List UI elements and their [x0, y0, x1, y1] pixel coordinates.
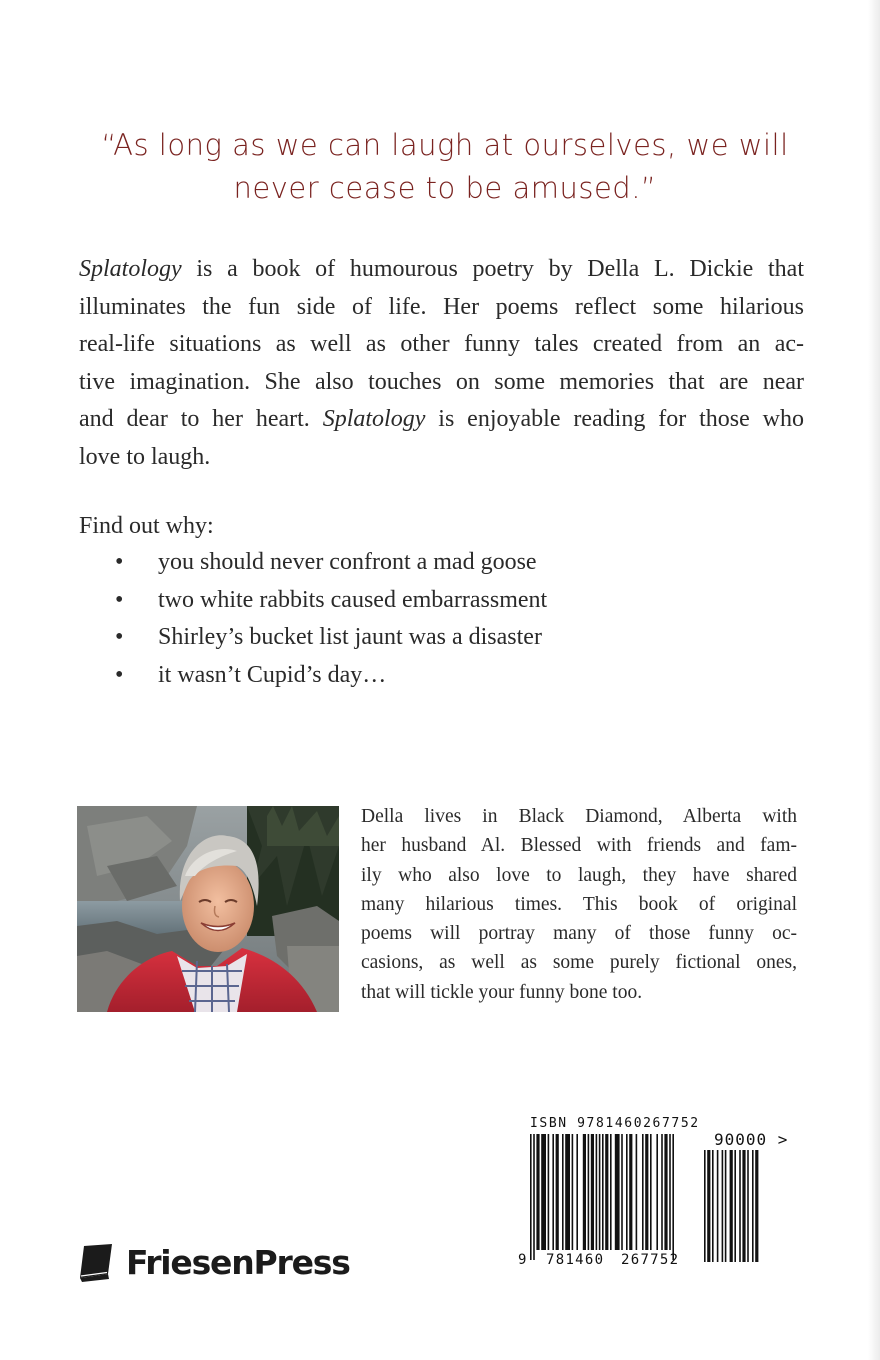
isbn-barcode	[516, 1110, 806, 1280]
barcode-bar	[599, 1134, 601, 1250]
barcode-bar	[536, 1134, 539, 1250]
barcode-digit-first: 9	[518, 1252, 528, 1268]
bullet-icon: •	[115, 586, 124, 613]
bio-line: many hilarious times. This book of original	[361, 893, 797, 915]
price-code: 90000 >	[714, 1130, 789, 1149]
barcode-bar	[548, 1134, 550, 1250]
bio-line: Della lives in Black Diamond, Alberta with	[361, 806, 797, 827]
barcode-bar	[565, 1134, 570, 1250]
barcode-bar	[742, 1150, 745, 1262]
description-line-5	[79, 401, 804, 439]
description-line-4: tive imagination. She also touches on some memories that are near	[79, 368, 804, 395]
publisher-logo	[76, 1240, 350, 1284]
barcode-bar	[530, 1134, 532, 1260]
barcode-bar	[752, 1150, 754, 1262]
bullet-icon: •	[115, 624, 124, 650]
bio-line: poems will portray many of those funny oc-	[361, 923, 797, 945]
book-title: Splatology	[79, 256, 182, 282]
book-title-2: Splatology	[322, 406, 426, 432]
barcode-bar	[725, 1150, 727, 1262]
page-edge-shadow	[868, 0, 880, 1360]
barcode-bar	[734, 1150, 736, 1262]
barcode-bar	[541, 1134, 546, 1250]
description-line-1	[79, 251, 804, 289]
list-item	[115, 582, 547, 620]
author-photo	[77, 806, 339, 1012]
list-item	[115, 619, 547, 657]
list-item-text: it wasn’t Cupid’s day…	[158, 661, 387, 688]
bio-line: that will tickle your funny bone too.	[361, 981, 643, 1003]
barcode-bar	[755, 1150, 758, 1262]
barcode-bar	[656, 1134, 658, 1250]
barcode-bar	[645, 1134, 648, 1250]
barcode-bar	[717, 1150, 719, 1262]
quote-line-2: never cease to be amused.”	[233, 171, 657, 205]
barcode-bar	[661, 1134, 663, 1250]
barcode-bar	[621, 1134, 623, 1250]
barcode-bar	[602, 1134, 604, 1250]
barcode-bar	[576, 1134, 578, 1250]
barcode-bar	[669, 1134, 671, 1250]
list-item-text: two white rabbits caused embarrassment	[158, 586, 548, 613]
barcode-bar	[556, 1134, 559, 1250]
barcode-bar	[572, 1134, 574, 1250]
barcode-bar	[707, 1150, 710, 1262]
barcode-bar	[615, 1134, 620, 1250]
barcode-bars	[530, 1134, 690, 1262]
list-item-text: Shirley’s bucket list jaunt was a disaster	[158, 624, 542, 650]
barcode-bar	[610, 1134, 612, 1250]
pull-quote	[60, 124, 830, 210]
barcode-bar	[650, 1134, 652, 1250]
bullet-icon: •	[115, 661, 124, 688]
barcode-digits-left: 781460	[546, 1252, 605, 1268]
description-line-5-start: and dear to her heart.	[79, 406, 323, 432]
barcode-bar	[533, 1134, 535, 1260]
barcode-bar	[722, 1150, 724, 1262]
bio-line: casions, as well as some purely fictional ones,	[361, 952, 797, 974]
barcode-bar	[672, 1134, 674, 1260]
description-line-5-end: is enjoyable reading for those who	[425, 406, 804, 432]
description-line-6: love to laugh.	[79, 443, 211, 470]
bio-line: her husband Al. Blessed with friends and fam-	[361, 835, 797, 857]
bio-line: ily who also love to laugh, they have shared	[361, 864, 797, 886]
barcode-bar	[583, 1134, 586, 1250]
book-icon	[76, 1242, 116, 1282]
description-line-2: illuminates the fun side of life. Her poems reflect some hilarious	[79, 293, 804, 320]
barcode-bar	[626, 1134, 628, 1250]
barcode-bar	[591, 1134, 594, 1250]
barcode-bar	[747, 1150, 749, 1262]
barcode-addon-bars	[704, 1150, 784, 1262]
list-item-text: you should never confront a mad goose	[158, 549, 537, 575]
barcode-bar	[642, 1134, 644, 1250]
find-out-list	[115, 544, 547, 694]
list-item	[115, 657, 547, 695]
description-line-3: real-life situations as well as other funny tales created from an ac-	[79, 331, 804, 357]
author-bio	[361, 802, 797, 1007]
book-description	[79, 251, 804, 476]
list-item	[115, 544, 547, 582]
barcode-bar	[588, 1134, 590, 1250]
bullet-icon: •	[115, 549, 124, 575]
barcode-bar	[629, 1134, 632, 1250]
isbn-label: ISBN 9781460267752	[530, 1116, 700, 1131]
barcode-bar	[664, 1134, 667, 1250]
barcode-bar	[596, 1134, 598, 1250]
barcode-bar	[636, 1134, 638, 1250]
barcode-bar	[605, 1134, 608, 1250]
barcode-bar	[739, 1150, 741, 1262]
find-out-heading: Find out why:	[79, 513, 214, 539]
barcode-bar	[562, 1134, 564, 1250]
description-line-1-text: is a book of humourous poetry by Della L. Dickie that	[181, 256, 804, 282]
barcode-bar	[730, 1150, 733, 1262]
barcode-bar	[704, 1150, 706, 1262]
barcode-bar	[552, 1134, 554, 1250]
publisher-name: FriesenPress	[126, 1242, 350, 1282]
barcode-digits-right: 267752	[621, 1252, 680, 1268]
barcode-bar	[712, 1150, 714, 1262]
quote-line-1: “As long as we can laugh at ourselves, we will	[101, 128, 789, 162]
